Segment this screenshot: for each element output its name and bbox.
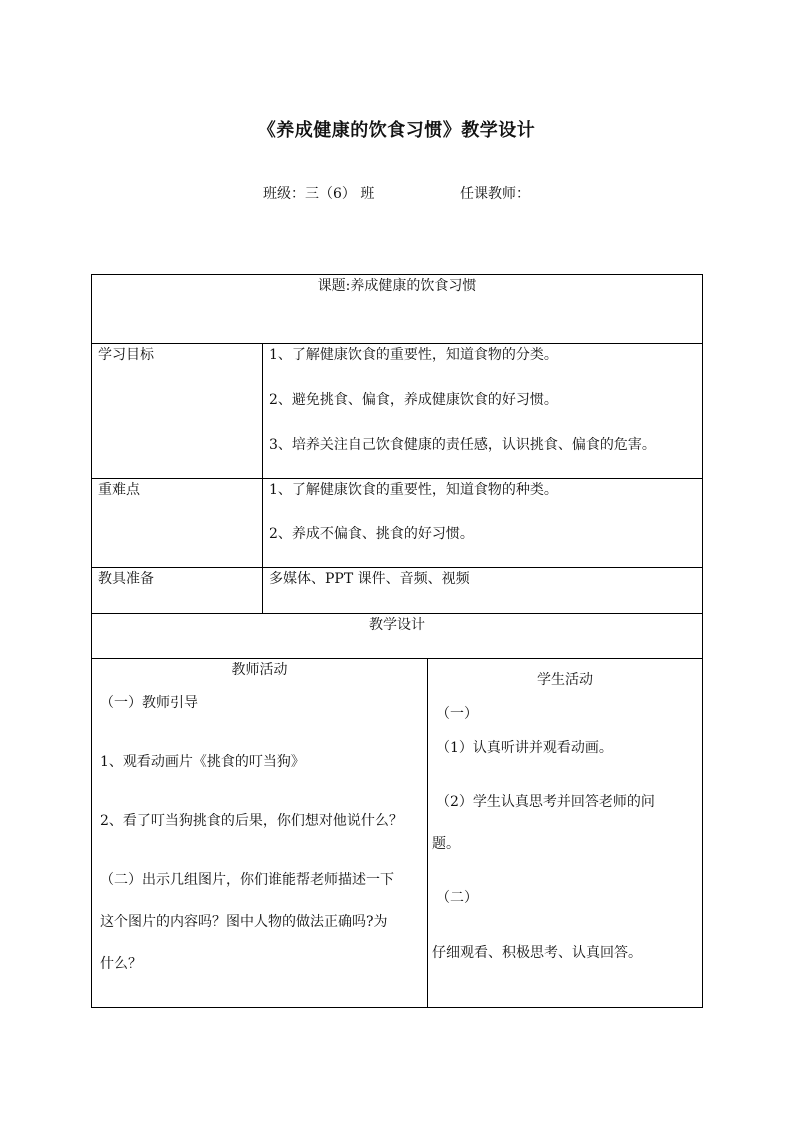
teacher-activity-line: 什么？ [100,956,142,972]
topic-cell [91,274,703,344]
key-points-label: 重难点 [98,482,140,498]
teacher-activity-line: 这个图片的内容吗？图中人物的做法正确吗?为 [100,914,388,930]
objective-item: 2、避免挑食、偏食，养成健康饮食的好习惯。 [269,392,558,408]
design-title: 教学设计 [369,617,425,633]
materials-label-cell [91,567,263,614]
student-activity-line: （二） [436,890,478,906]
objectives-cell [262,343,703,479]
teacher-activity-header: 教师活动 [231,662,288,678]
materials-value: 多媒体、PPT 课件、音频、视频 [269,571,470,587]
student-activity-cell [427,658,703,1008]
student-activity-line: （2）学生认真思考并回答老师的问 [436,794,655,810]
materials-label: 教具准备 [98,571,154,587]
key-points-cell [262,478,703,568]
teacher-label: 任课教师： [460,186,530,202]
student-activity-line: （一） [436,706,478,722]
design-title-cell [91,613,703,659]
student-activity-line: 题。 [432,836,460,852]
teacher-activity-cell [91,658,428,1008]
document-title: 《养成健康的饮食习惯》教学设计 [257,120,536,141]
objectives-label: 学习目标 [98,347,154,363]
student-activity-line: 仔细观看、积极思考、认真回答。 [432,945,642,961]
objectives-label-cell [91,343,263,479]
objective-item: 3、培养关注自己饮食健康的责任感，认识挑食、偏食的危害。 [269,437,656,453]
teacher-activity-line: 1、观看动画片《挑食的叮当狗》 [100,754,305,770]
class-label: 班级：三（6） 班 [263,186,375,202]
teacher-activity-line: （一）教师引导 [100,695,198,711]
materials-cell [262,567,703,614]
key-point-item: 2、养成不偏食、挑食的好习惯。 [269,526,474,542]
key-points-label-cell [91,478,263,568]
key-point-item: 1、了解健康饮食的重要性，知道食物的种类。 [269,482,558,498]
student-activity-line: （1）认真听讲并观看动画。 [436,740,613,756]
teacher-activity-line: 2、看了叮当狗挑食的后果，你们想对他说什么？ [100,813,403,829]
topic-text: 课题:养成健康的饮食习惯 [317,278,477,294]
objective-item: 1、了解健康饮食的重要性，知道食物的分类。 [269,347,558,363]
student-activity-header: 学生活动 [537,672,593,688]
teacher-activity-line: （二）出示几组图片，你们谁能帮老师描述一下 [100,872,394,888]
